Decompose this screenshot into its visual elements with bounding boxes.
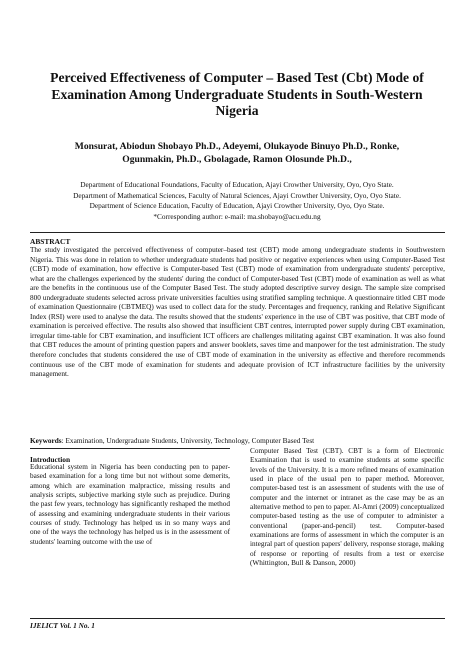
introduction-heading: Introduction bbox=[30, 455, 71, 464]
corresponding-author: *Corresponding author: e-mail: ma.shobayo@acu.edu.ng bbox=[153, 211, 321, 221]
intro-right-column: Computer Based Test (CBT). CBT is a form of Electronic Examination that is used to examine students at some specific levels of the University. It is a more refined means of examination used in place of the usual pen to paper method. Moreover, computer-based test is an assessment of students with the use of computer and the internet or intranet as the case may be as an alternative method to pen to paper. Al-Amri (2009) conceptualized computer-based testing as the use of computer to administer a conventional (paper-and-pencil) test. Computer-based examinations are forms of assessment in which the computer is an integral part of question papers' delivery, response storage, making of response or reporting of results from a test or exercise (Whittington, Bull & Danson, 2000) bbox=[250, 447, 444, 568]
abstract-top-rule bbox=[30, 232, 445, 233]
abstract-text: The study investigated the perceived effectiveness of computer–based test (CBT) mode among undergraduate students in Southwestern Nigeria. This was done in relation to whether undergraduate students had positive or negative experiences when using Computer-Based Test (CBT) mode of examination, how effective is Computer-based Test (CBT) mode of examination from undergraduate students' perceptive, what are the challenges experienced by the students' during the conduct of Computer-based Test (CBT) mode of examination as well as what are the benefits in the continuous use of the Computer Based Test. The study adopted descriptive survey design. The sample size comprised 800 undergraduate students selected across private universities faculties using stratified sampling technique. A questionnaire titled CBT mode of examination Questionnaire (CBTMEQ) was used to collect data for the study. Percentages and frequency, ranking and Relative Significant Index (RSI) were used to analyse the data. The results showed that the students' experience in the use of CBT was positive, that CBT mode of examination is perceived effective. The results also showed that insufficient CBT centres, interrupted power supply during CBT examination, irregular time-table for CBT examination, and insufficient ICT officers are challenges militating against CBT examination. It was also found that CBT reduces the amount of printing question papers and answer booklets, saves time and manpower for the test administration. The study therefore concludes that students considered the use of CBT mode of examination in the university as effective and therefore recommends continuous use of the CBT mode of examination for students and adequate provision of ICT infrastructure facilities by the university management. bbox=[30, 246, 445, 379]
affiliation-line: Department of Mathematical Sciences, Faculty of Natural Sciences, Ajayi Crowther University, Oyo, Oyo State. bbox=[73, 190, 401, 200]
footer-rule bbox=[30, 618, 445, 619]
keywords-bottom-rule bbox=[30, 448, 230, 449]
affiliations bbox=[30, 180, 444, 222]
keywords-text: : Examination, Undergraduate Students, University, Technology, Computer Based Test bbox=[61, 436, 315, 445]
journal-footer: IJELICT Vol. 1 No. 1 bbox=[30, 621, 95, 630]
affiliation-line: Department of Educational Foundations, Faculty of Education, Ajayi Crowther University, Oyo, Oyo State. bbox=[80, 180, 394, 189]
affiliation-line: Department of Science Education, Faculty of Education, Ajayi Crowther University, Oyo, Oyo State. bbox=[89, 201, 385, 211]
keywords-line bbox=[30, 436, 445, 445]
intro-left-column: Educational system in Nigeria has been conducting pen to paper-based examination for a long time but not without some demerits, among which are examination malpractice, missing results and analysis scripts, subjective marking style such as prejudice. During the past few years, technology has significantly reshaped the method of assessing and examining undergraduate students in their various courses of study. Technology has helped us in so many ways and one of the ways the technology has helped us is in the assessment of students' learning outcome with the use of bbox=[30, 463, 230, 546]
keywords-label: Keywords bbox=[30, 436, 62, 445]
abstract-heading: ABSTRACT bbox=[30, 237, 71, 246]
author-list: Monsurat, Abiodun Shobayo Ph.D., Adeyemi, Olukayode Binuyo Ph.D., Ronke, Ogunmakin, Ph.D., Gbolagade, Ramon Olosunde Ph.D., bbox=[74, 141, 400, 165]
paper-title: Perceived Effectiveness of Computer – Based Test (Cbt) Mode of Examination Among Undergraduate Students in South-Western Nigeria bbox=[50, 70, 424, 118]
